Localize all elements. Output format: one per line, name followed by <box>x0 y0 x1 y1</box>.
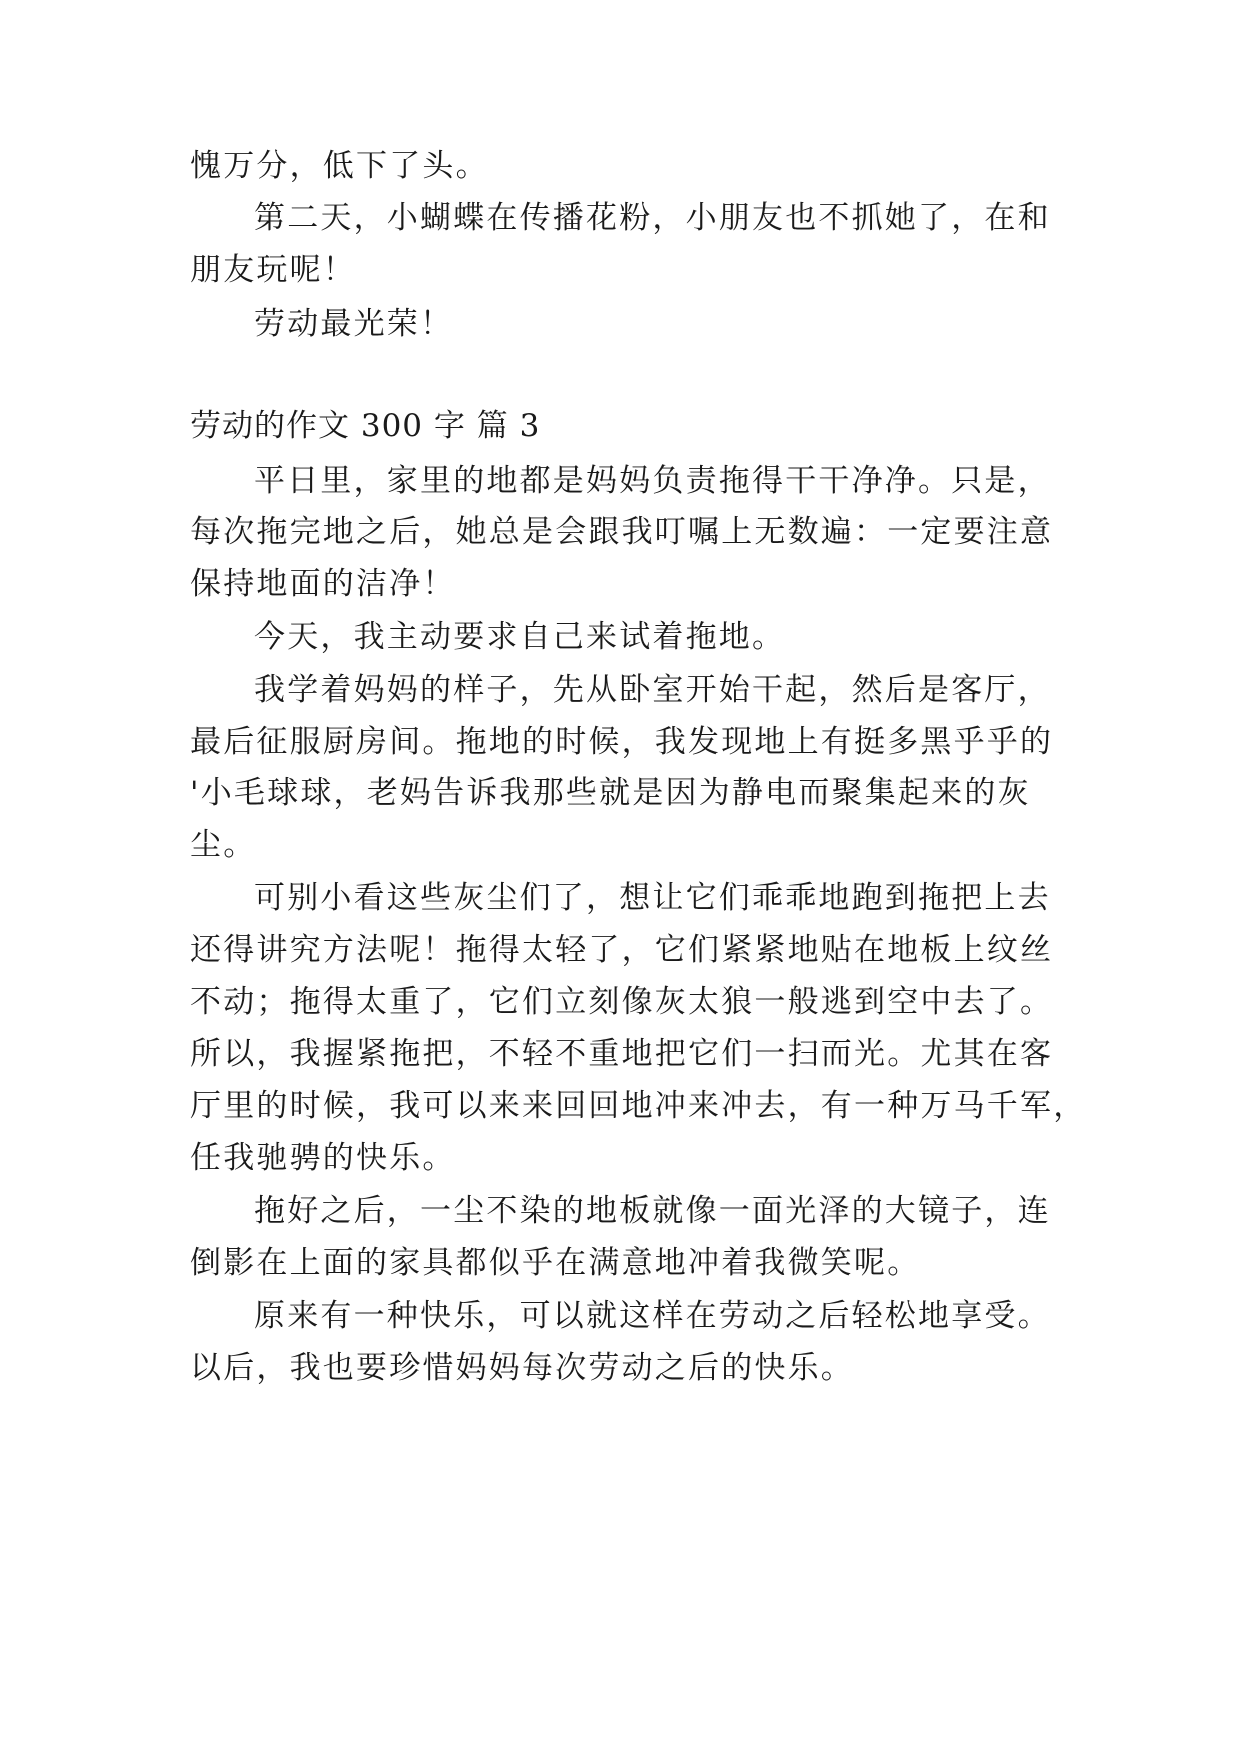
paragraph-line: 不动；拖得太重了，它们立刻像灰太狼一般逃到空中去了。 <box>190 984 1054 1020</box>
paragraph-line: 所以，我握紧拖把，不轻不重地把它们一扫而光。尤其在客 <box>190 1036 1054 1072</box>
paragraph-line: 最后征服厨房间。拖地的时候，我发现地上有挺多黑乎乎的 <box>190 724 1054 760</box>
paragraph-line: 任我驰骋的快乐。 <box>190 1140 456 1176</box>
paragraph-line: 拖好之后，一尘不染的地板就像一面光泽的大镜子，连 <box>254 1193 1051 1229</box>
paragraph-line: 每次拖完地之后，她总是会跟我叮嘱上无数遍：一定要注意 <box>190 514 1054 550</box>
paragraph-line: 可别小看这些灰尘们了，想让它们乖乖地跑到拖把上去 <box>254 880 1051 916</box>
paragraph-line: '小毛球球，老妈告诉我那些就是因为静电而聚集起来的灰 <box>190 775 1031 811</box>
paragraph-line: 厅里的时候，我可以来来回回地冲来冲去，有一种万马千军， <box>190 1088 1087 1124</box>
paragraph-line: 第二天，小蝴蝶在传播花粉，小朋友也不抓她了，在和 <box>254 200 1051 236</box>
section-heading: 劳动的作文 300 字 篇 3 <box>190 408 541 444</box>
paragraph-line: 平日里，家里的地都是妈妈负责拖得干干净净。只是， <box>254 463 1051 499</box>
paragraph-line: 倒影在上面的家具都似乎在满意地冲着我微笑呢。 <box>190 1245 921 1281</box>
paragraph-line: 保持地面的洁净！ <box>190 566 456 602</box>
paragraph-line: 以后，我也要珍惜妈妈每次劳动之后的快乐。 <box>190 1350 854 1386</box>
paragraph-line: 尘。 <box>190 827 257 863</box>
paragraph-line: 我学着妈妈的样子，先从卧室开始干起，然后是客厅， <box>254 672 1051 708</box>
paragraph-line: 朋友玩呢！ <box>190 252 356 288</box>
continuation-line: 愧万分，低下了头。 <box>190 148 489 184</box>
paragraph-line: 今天，我主动要求自己来试着拖地。 <box>254 619 786 655</box>
paragraph-line: 劳动最光荣！ <box>254 306 454 342</box>
paragraph-line: 原来有一种快乐，可以就这样在劳动之后轻松地享受。 <box>254 1298 1051 1334</box>
paragraph-line: 还得讲究方法呢！拖得太轻了，它们紧紧地贴在地板上纹丝 <box>190 932 1054 968</box>
